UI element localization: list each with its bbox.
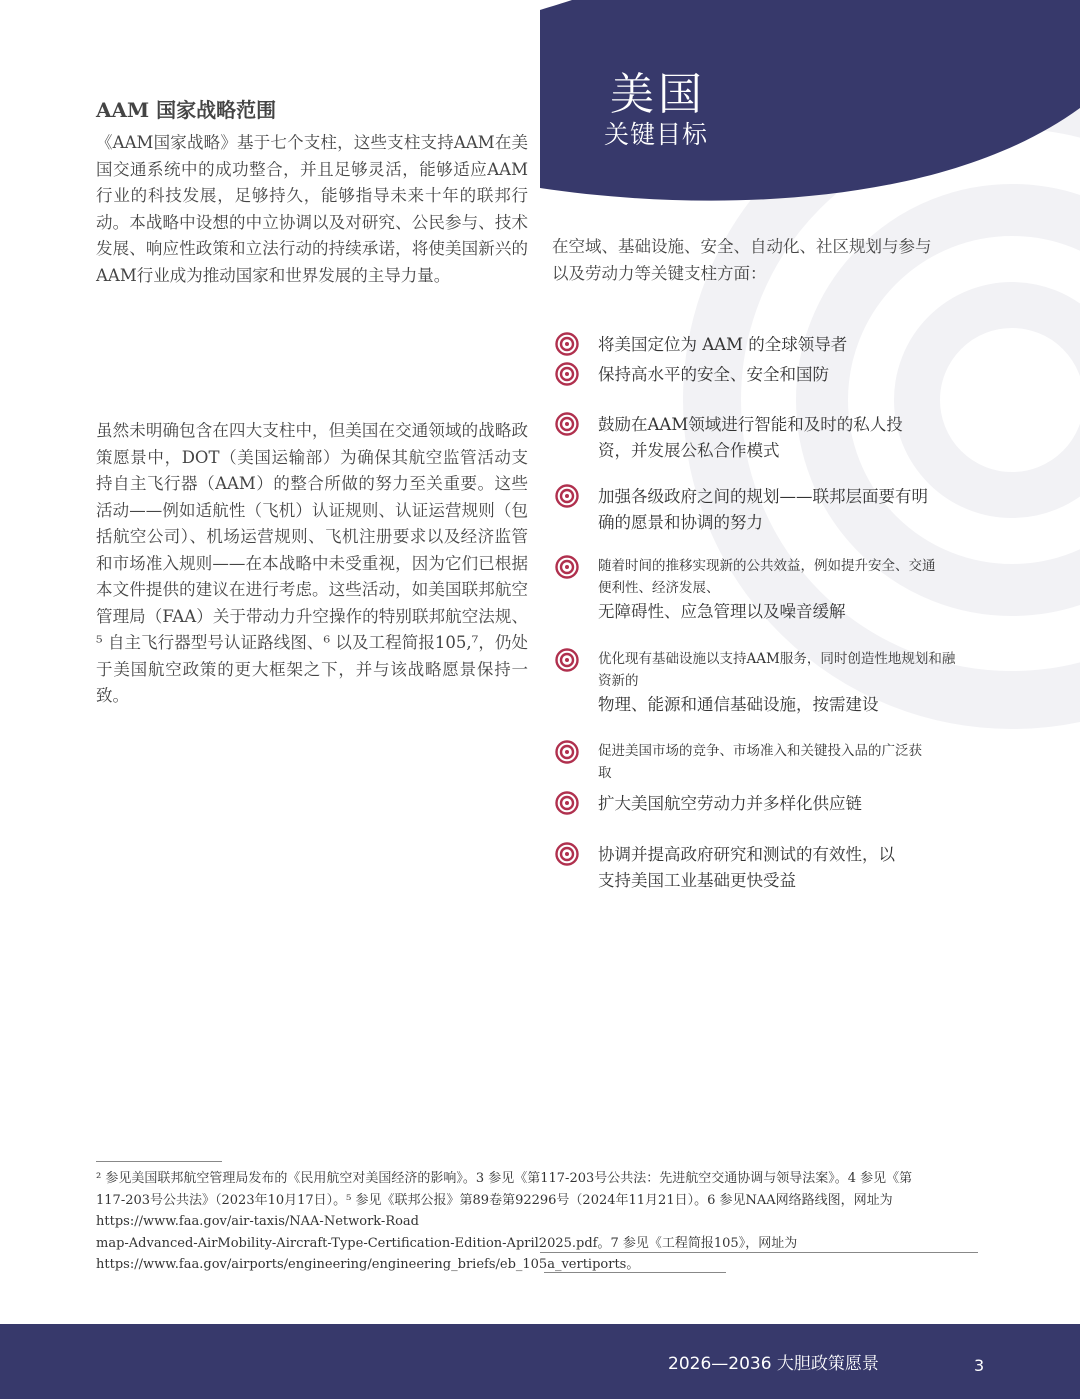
goal-text: 协调并提高政府研究和测试的有效性，以支持美国工业基础更快受益 — [598, 845, 895, 890]
goal-text-line: 无障碍性、应急管理以及噪音缓解 — [598, 602, 846, 621]
goal-text: 鼓励在AAM领域进行智能和及时的私人投资，并发展公私合作模式 — [598, 415, 903, 460]
goal-item — [555, 791, 968, 817]
footnote-url: https://www.faa.gov/airports/engineering/engineering_briefs/eb_105a_vertiports。 — [96, 1257, 640, 1272]
footnote-url: https://www.faa.gov/air-taxis/NAA-Network-Road — [96, 1214, 420, 1229]
target-icon — [555, 484, 579, 508]
footnote-underline — [540, 1252, 978, 1253]
scope-section-2 — [96, 418, 528, 710]
key-goals-header — [604, 70, 708, 150]
page-number: 3 — [974, 1356, 985, 1375]
goal-item — [555, 362, 968, 388]
goal-text — [598, 555, 968, 625]
scope-section — [96, 96, 528, 289]
footnote-line: 117-203号公共法》（2023年10月17日）。⁵ 参见《联邦公报》第89卷第92296号（2024年11月21日）。6 参见NAA网络路线图，网址为 — [96, 1192, 893, 1208]
target-icon — [555, 412, 579, 436]
footnotes — [96, 1168, 986, 1276]
goal-text: 将美国定位为 AAM 的全球领导者 — [598, 335, 848, 354]
footnote-divider — [96, 1161, 222, 1162]
target-icon — [555, 842, 579, 866]
target-icon — [555, 791, 579, 815]
scope-paragraph-2: 虽然未明确包含在四大支柱中，但美国在交通领域的战略政策愿景中，DOT（美国运输部）为确保其航空监管活动支持自主飞行器（AAM）的整合所做的努力至关重要。这些活动——例如适航性（飞机）认证规则、认证运营规则（包括航空公司）、机场运营规则、飞机注册要求以及经济监管和市场准入规则——在本战略中未受重视，因为它们已根据本文件提供的建议在进行考虑。这些活动，如美国联邦航空管理局（FAA）关于带动力升空操作的特别联邦航空法规、⁵ 自主飞行器型号认证路线图、⁶ 以及工程简报105,⁷，仍处于美国航空政策的更大框架之下，并与该战略愿景保持一致。 — [96, 421, 528, 705]
footnote-underline — [544, 1272, 726, 1273]
goal-text — [598, 648, 968, 718]
header-country: 美国 — [610, 69, 706, 120]
target-icon — [555, 555, 579, 579]
goal-text-line: 优化现有基础设施以支持AAM服务，同时创造性地规划和融资新的 — [598, 651, 956, 689]
goal-item — [555, 412, 934, 464]
goal-text: 扩大美国航空劳动力并多样化供应链 — [598, 794, 862, 813]
goal-item — [555, 484, 943, 536]
footer-bar — [0, 1324, 1080, 1399]
target-icon — [555, 740, 579, 764]
target-icon — [555, 648, 579, 672]
goal-text: 保持高水平的安全、安全和国防 — [598, 365, 829, 384]
header-subtitle: 关键目标 — [604, 120, 709, 149]
scope-title: AAM 国家战略范围 — [96, 98, 277, 122]
goal-text-line: 随着时间的推移实现新的公共效益，例如提升安全、交通便利性、经济发展、 — [598, 558, 936, 596]
goal-item — [555, 842, 898, 894]
scope-paragraph-1: 《AAM国家战略》基于七个支柱，这些支柱支持AAM在美国交通系统中的成功整合，并且足够灵活，能够适应AAM行业的科技发展，足够持久，能够指导未来十年的联邦行动。本战略中设想的中立协调以及对研究、公民参与、技术发展、响应性政策和立法行动的持续承诺，将使美国新兴的AAM行业成为推动国家和世界发展的主导力量。 — [96, 133, 528, 285]
goal-text: 促进美国市场的竞争、市场准入和关键投入品的广泛获取 — [598, 743, 922, 781]
footnote-line: map-Advanced-AirMobility-Aircraft-Type-Certification-Edition-April2025.pdf。7 参见《工程简报105》，网址为 — [96, 1235, 798, 1251]
goal-item — [555, 332, 968, 358]
goal-item — [555, 740, 928, 784]
goal-item — [555, 555, 968, 625]
goal-item — [555, 648, 968, 718]
footer-title: 2026—2036 大胆政策愿景 — [668, 1354, 879, 1374]
goal-text-line: 物理、能源和通信基础设施，按需建设 — [598, 695, 879, 714]
target-icon — [555, 362, 579, 386]
goal-text: 加强各级政府之间的规划——联邦层面要有明确的愿景和协调的努力 — [598, 487, 928, 532]
target-icon — [555, 332, 579, 356]
footnote-line: ² 参见美国联邦航空管理局发布的《民用航空对美国经济的影响》。3 参见《第117-203号公共法：先进航空交通协调与领导法案》。4 参见《第 — [96, 1171, 913, 1186]
goals-intro: 在空域、基础设施、安全、自动化、社区规划与参与以及劳动力等关键支柱方面： — [552, 237, 932, 283]
